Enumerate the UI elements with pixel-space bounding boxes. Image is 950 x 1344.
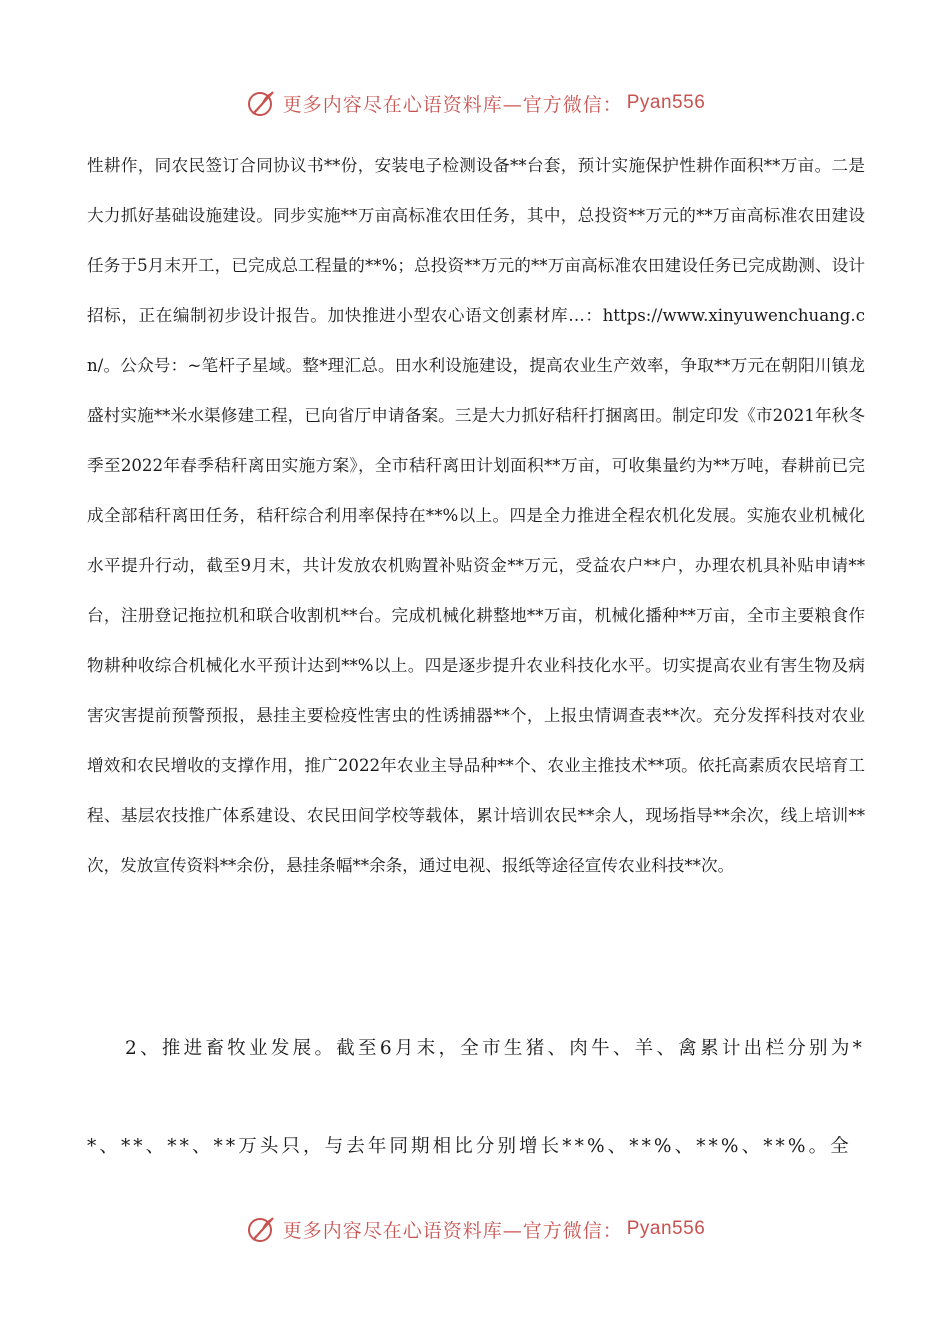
watermark-header: [0, 86, 950, 120]
watermark-wechat-id: Pyan556: [626, 92, 706, 113]
section-paragraph-livestock: 2、推进畜牧业发展。截至6月末，全市生猪、肉牛、羊、禽累计出栏分别为**、**、**、**万头只，与去年同期相比分别增长**%、**%、**%、**%。全: [87, 1038, 865, 1157]
feather-pen-logo-icon: [245, 86, 279, 120]
watermark-footer: [0, 1212, 950, 1246]
watermark-text: 更多内容尽在心语资料库—官方微信：: [282, 93, 623, 116]
watermark-text: 更多内容尽在心语资料库—官方微信：: [282, 1219, 623, 1242]
watermark-wechat-id: Pyan556: [626, 1218, 706, 1239]
feather-pen-logo-icon: [245, 1212, 279, 1246]
body-paragraph: 性耕作，同农民签订合同协议书**份，安装电子检测设备**台套，预计实施保护性耕作面积**万亩。二是大力抓好基础设施建设。同步实施**万亩高标准农田任务，其中，总投资**万元的**万亩高标准农田建设任务于5月末开工，已完成总工程量的**%；总投资**万元的**万亩高标准农田建设任务已完成勘测、设计招标，正在编制初步设计报告。加快推进小型农心语文创素材库…：https://www.xinyuwenchuang.cn/。公众号：~笔杆子星域。整*理汇总。田水利设施建设，提高农业生产效率，争取**万元在朝阳川镇龙盛村实施**米水渠修建工程，已向省厅申请备案。三是大力抓好秸秆打捆离田。制定印发《市2021年秋冬季至2022年春季秸秆离田实施方案》，全市秸秆离田计划面积**万亩，可收集量约为**万吨，春耕前已完成全部秸秆离田任务，秸秆综合利用率保持在**%以上。四是全力推进全程农机化发展。实施农业机械化水平提升行动，截至9月末，共计发放农机购置补贴资金**万元，受益农户**户，办理农机具补贴申请**台，注册登记拖拉机和联合收割机**台。完成机械化耕整地**万亩，机械化播种**万亩，全市主要粮食作物耕种收综合机械化水平预计达到**%以上。四是逐步提升农业科技化水平。切实提高农业有害生物及病害灾害提前预警预报，悬挂主要检疫性害虫的性诱捕器**个，上报虫情调查表**次。充分发挥科技对农业增效和农民增收的支撑作用，推广2022年农业主导品种**个、农业主推技术**项。依托高素质农民培育工程、基层农技推广体系建设、农民田间学校等载体，累计培训农民**余人，现场指导**余次，线上培训**次，发放宣传资料**余份，悬挂条幅**余条，通过电视、报纸等途径宣传农业科技**次。: [87, 156, 865, 875]
